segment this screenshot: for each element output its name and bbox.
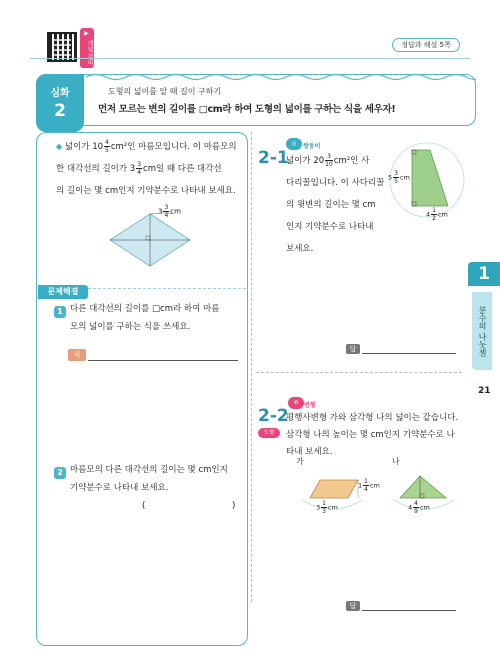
step-2-number: 2 [54, 467, 66, 479]
sik-label: 식 [68, 349, 86, 361]
diamond-bullet-icon: ◆ [56, 142, 63, 151]
problem-2-1-number: 2-1 [258, 148, 289, 168]
equation-answer-line[interactable] [88, 360, 238, 361]
problem-2-2-answer-line[interactable] [362, 610, 456, 611]
problem-2-2-tag: 도형 [258, 428, 280, 438]
main-problem-line-3: 의 길이는 몇 cm인지 기약분수로 나타내 보세요. [56, 186, 236, 196]
problem-2-2-number: 2-2 [258, 406, 289, 426]
header-subtitle: 도형의 넓이를 알 때 길이 구하기 [108, 87, 222, 96]
problem-2-2-answer-label: 답 [346, 601, 360, 611]
fraction: $\frac{4}{5}$ [105, 139, 109, 154]
qr-lecture-tag[interactable]: ▶ 개념 강의 [80, 28, 94, 68]
level-label: 심화 [50, 88, 70, 99]
answer-reference-pill: 정답과 해설 5쪽 [392, 38, 460, 52]
step-1-number: 1 [54, 306, 66, 318]
parallelogram-height-label: 1 $\frac{1}{4}$ cm [358, 478, 380, 493]
problem-2-1-text: 넓이가 20 $\frac{3}{10}$ cm²인 사 다리꼴입니다. 이 사다리꼴 의 윗변의 길이는 몇 cm 인지 기약분수로 나타내 보세요. [286, 153, 385, 254]
main-problem-line-1: ◆ 넓이가 10 $\frac{4}{5}$ cm²인 마름모입니다. 이 마름모의 [56, 139, 237, 154]
trapezoid-height-label: 5 $\frac{3}{5}$ cm [388, 170, 410, 185]
chapter-number-tab[interactable]: 1 [468, 262, 500, 286]
triangle-base-label: 4 $\frac{4}{9}$ cm [408, 500, 430, 515]
solving-label: 문제해결 [38, 285, 88, 299]
problem-2-1-badge-icon: ◎ [286, 138, 302, 150]
problem-2-2-badge-icon: ✿ [288, 397, 304, 409]
problem-2-1-badge: 쌍둥이 [303, 143, 321, 150]
top-rule [30, 58, 470, 59]
header-wave-decoration [86, 72, 476, 82]
header-title: 먼저 모르는 변의 길이를 □cm라 하여 도형의 넓이를 구하는 식을 세우자! [98, 104, 396, 115]
figure-ga-label: 가 [296, 457, 304, 466]
fraction: $\frac{3}{4}$ [137, 161, 142, 176]
parallelogram-base-label: 3 $\frac{1}{3}$ cm [316, 500, 338, 515]
level-badge [36, 74, 84, 132]
problem-2-1-answer-line[interactable] [362, 353, 456, 354]
answer-paren-open: ( [142, 501, 146, 511]
problem-2-2-badge: 변형 [304, 402, 316, 409]
step-1-text: 다른 대각선의 길이를 □cm라 하여 마름 모의 넓이를 구하는 식을 쓰세요. [70, 304, 220, 332]
level-number: 2 [54, 101, 66, 121]
answer-paren-close: ) [232, 501, 236, 511]
step-2-text: 마름모의 다른 대각선의 길이는 몇 cm인지 기약분수로 나타내 보세요. [70, 465, 228, 493]
step-2-answer-field[interactable] [150, 500, 230, 512]
page-number: 21 [478, 386, 491, 396]
chapter-label-tab[interactable]: 분수의 나눗셈 [472, 292, 492, 370]
trapezoid-bottom-label: 4 $\frac{1}{2}$ cm [426, 207, 448, 222]
column-divider [251, 132, 252, 602]
rhombus-label: 3 $\frac{3}{4}$ cm [158, 204, 181, 219]
figure-na-label: 나 [392, 457, 400, 466]
main-problem-text [56, 136, 246, 202]
problem-2-1-answer-label: 답 [346, 344, 360, 354]
problem-2-2-text: 평행사변형 가와 삼각형 나의 넓이는 같습니다. 삼각형 나의 높이는 몇 cm인지 기약분수로 나 타내 보세요. [286, 413, 459, 457]
main-problem-line-2: 한 대각선의 길이가 3 $\frac{3}{4}$ cm일 때 다른 대각선 [56, 161, 222, 176]
right-divider [256, 372, 462, 373]
